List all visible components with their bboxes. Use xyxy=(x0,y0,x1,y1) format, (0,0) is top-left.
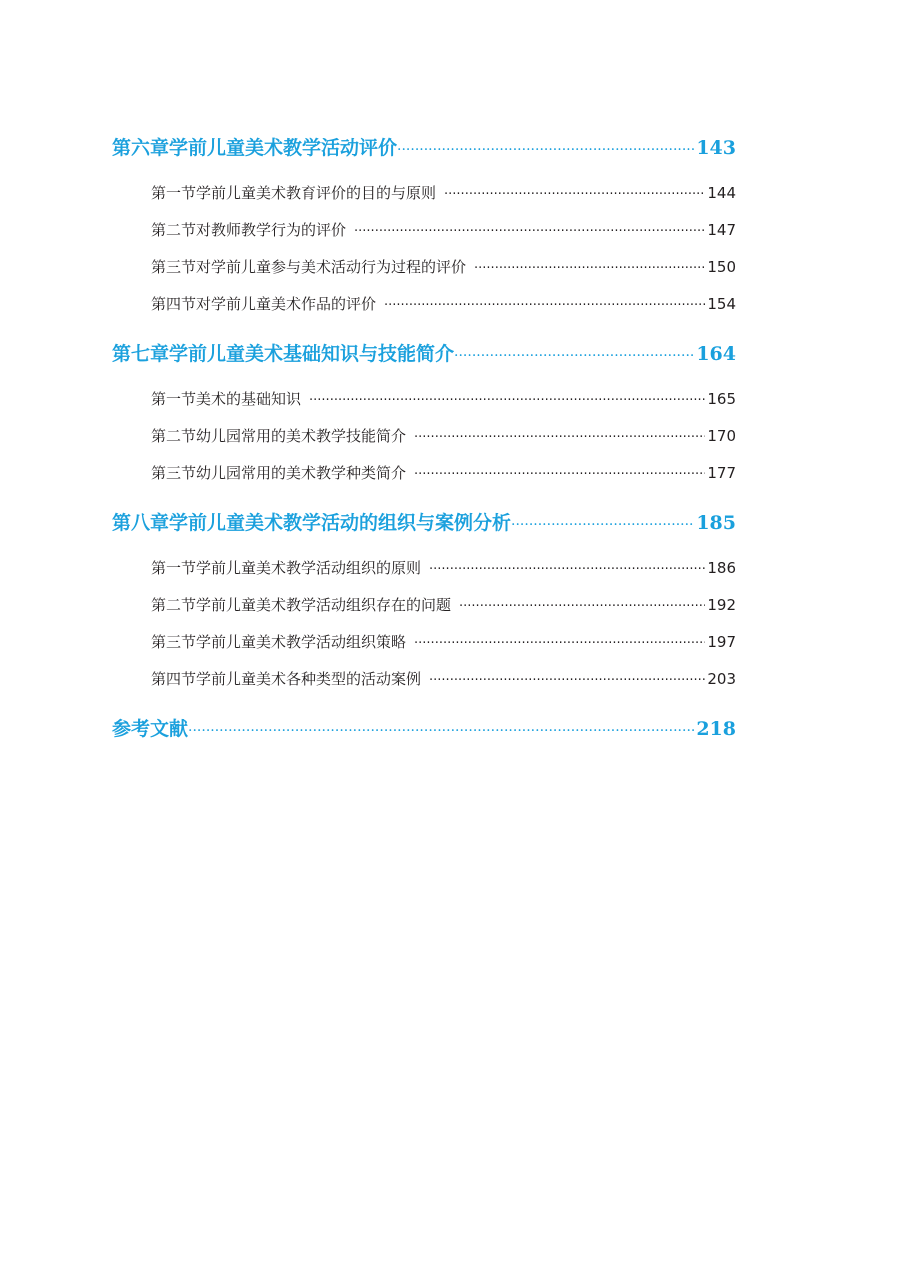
section-title: 幼儿园常用的美术教学技能简介 xyxy=(196,427,407,445)
section-title: 学前儿童美术教学活动组织存在的问题 xyxy=(196,596,452,614)
chapter-title: 学前儿童美术教学活动的组织与案例分析 xyxy=(169,512,512,534)
chapter-title: 参考文献 xyxy=(112,718,189,740)
dot-leader xyxy=(454,348,694,364)
section-title: 学前儿童美术教学活动组织的原则 xyxy=(196,559,422,577)
chapter-number: 第七章 xyxy=(112,343,170,365)
dot-leader xyxy=(414,467,705,482)
section-title: 学前儿童美术教育评价的目的与原则 xyxy=(196,184,437,202)
dot-leader xyxy=(384,298,705,313)
section-number: 第四节 xyxy=(151,295,197,313)
toc-section-7-2[interactable] xyxy=(151,425,736,446)
page-number: 192 xyxy=(707,596,736,614)
dot-leader xyxy=(397,142,694,158)
toc-chapter-7[interactable] xyxy=(112,339,736,366)
section-title: 对学前儿童参与美术活动行为过程的评价 xyxy=(196,258,467,276)
section-number: 第一节 xyxy=(151,390,197,408)
toc-section-7-3[interactable] xyxy=(151,462,736,483)
section-number: 第二节 xyxy=(151,221,197,239)
page-number: 144 xyxy=(707,184,736,202)
toc-section-8-2[interactable] xyxy=(151,594,736,615)
page-number: 186 xyxy=(707,559,736,577)
page-number: 177 xyxy=(707,464,736,482)
toc-section-8-1[interactable] xyxy=(151,557,736,578)
dot-leader xyxy=(511,517,694,533)
section-number: 第三节 xyxy=(151,464,197,482)
page-number: 164 xyxy=(696,343,736,365)
dot-leader xyxy=(414,430,705,445)
section-number: 第三节 xyxy=(151,258,197,276)
dot-leader xyxy=(188,723,694,739)
dot-leader xyxy=(354,224,705,239)
chapter-title: 学前儿童美术教学活动评价 xyxy=(169,137,398,159)
section-title: 学前儿童美术各种类型的活动案例 xyxy=(196,670,422,688)
page-number: 185 xyxy=(696,512,736,534)
page-number: 165 xyxy=(707,390,736,408)
page-number: 143 xyxy=(696,137,736,159)
section-title: 对学前儿童美术作品的评价 xyxy=(196,295,377,313)
section-title: 学前儿童美术教学活动组织策略 xyxy=(196,633,407,651)
dot-leader xyxy=(474,261,705,276)
section-title: 幼儿园常用的美术教学种类简介 xyxy=(196,464,407,482)
toc-section-6-1[interactable] xyxy=(151,182,736,203)
section-number: 第一节 xyxy=(151,559,197,577)
toc-chapter-6[interactable] xyxy=(112,133,736,160)
page-number: 150 xyxy=(707,258,736,276)
section-title: 对教师教学行为的评价 xyxy=(196,221,347,239)
page-number: 218 xyxy=(696,718,736,740)
toc-section-6-4[interactable] xyxy=(151,293,736,314)
section-number: 第四节 xyxy=(151,670,197,688)
section-number: 第一节 xyxy=(151,184,197,202)
toc-references[interactable] xyxy=(112,714,736,741)
toc-chapter-8[interactable] xyxy=(112,508,736,535)
chapter-number: 第六章 xyxy=(112,137,170,159)
section-title: 美术的基础知识 xyxy=(196,390,302,408)
toc-section-6-3[interactable] xyxy=(151,256,736,277)
page-number: 203 xyxy=(707,670,736,688)
dot-leader xyxy=(459,599,705,614)
dot-leader xyxy=(309,393,705,408)
chapter-number: 第八章 xyxy=(112,512,170,534)
dot-leader xyxy=(444,187,705,202)
dot-leader xyxy=(414,636,705,651)
chapter-title: 学前儿童美术基础知识与技能简介 xyxy=(169,343,455,365)
dot-leader xyxy=(429,562,705,577)
toc-section-7-1[interactable] xyxy=(151,388,736,409)
section-number: 第二节 xyxy=(151,427,197,445)
page-number: 170 xyxy=(707,427,736,445)
toc-section-6-2[interactable] xyxy=(151,219,736,240)
section-number: 第三节 xyxy=(151,633,197,651)
page-number: 197 xyxy=(707,633,736,651)
dot-leader xyxy=(429,673,705,688)
page-number: 154 xyxy=(707,295,736,313)
page-number: 147 xyxy=(707,221,736,239)
toc-section-8-3[interactable] xyxy=(151,631,736,652)
toc-section-8-4[interactable] xyxy=(151,668,736,689)
section-number: 第二节 xyxy=(151,596,197,614)
